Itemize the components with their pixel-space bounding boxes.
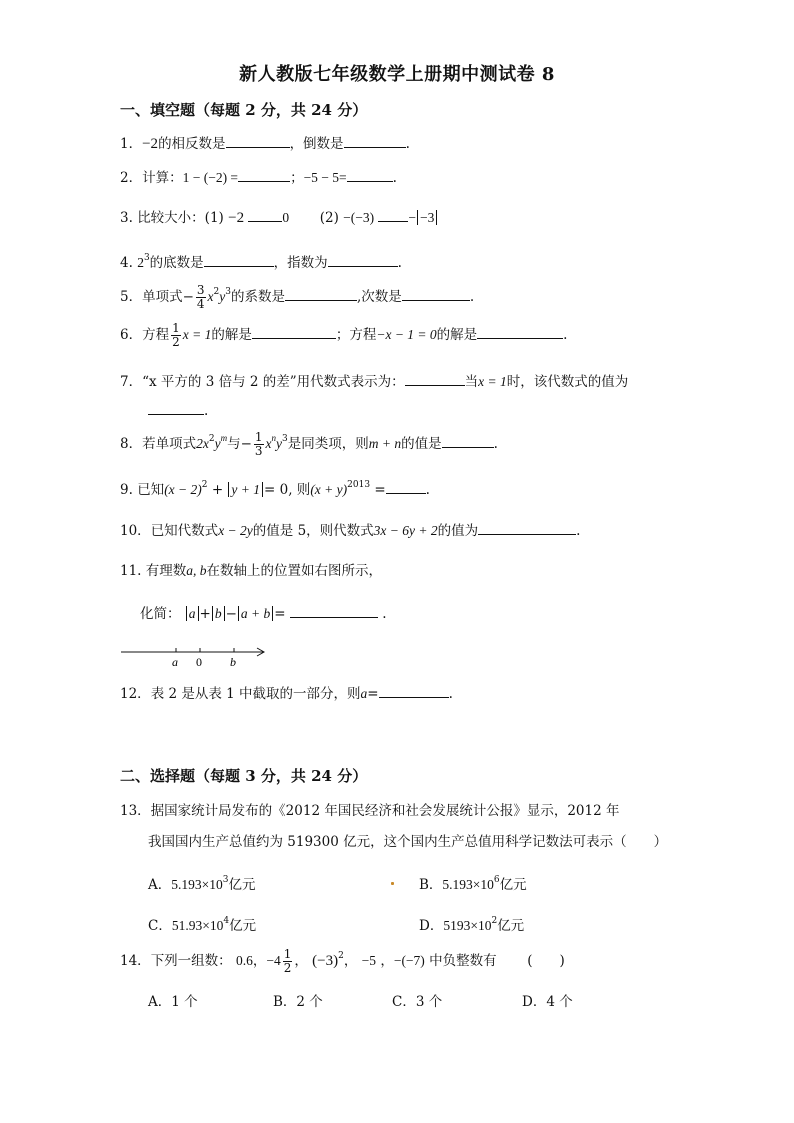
question-11: 11. 有理数a, b在数轴上的位置如右图所示， [120,563,383,579]
answer-blank[interactable] [148,400,204,415]
label-a: a [172,655,178,669]
option-13-a[interactable]: A．$5.193\times 10^3$亿元 [148,875,256,893]
section-multiple-choice: 二、选择题（每题 3 分，共 24 分） [120,767,368,785]
answer-blank[interactable] [402,286,470,301]
answer-blank[interactable] [290,603,378,618]
question-13: 13．据国家统计局发布的《2012 年国民经济和社会发展统计公报》显示，2012 年 [120,803,620,819]
answer-blank[interactable] [405,371,465,386]
answer-blank[interactable] [226,133,290,148]
answer-blank[interactable] [442,433,494,448]
question-5: 5．单项式− $\frac{3}{4}$ $x^2y^3$的系数是 ,次数是 . [120,283,475,311]
answer-blank[interactable] [378,207,408,222]
fraction: $\frac{1}{2}$ [172,321,180,349]
question-4: 4. $2^3$的底数是 ，指数为 . [120,253,402,271]
option-13-c[interactable]: C．$51.93\times 10^4$亿元 [148,916,257,934]
question-9: 9. 已知$(x - 2)^2 + y + 1 = 0$, 则$(x + y)^{2013}$ = . [120,480,430,498]
question-2: 2．计算：1 − (−2) = ；−5 − 5= . [120,167,397,186]
stray-mark [391,882,394,885]
fraction: $\frac{1}{2}$ [283,947,292,975]
question-13-cont: 我国国内生产总值约为 519300 亿元，这个国内生产总值用科学记数法可表示（ ） [148,834,668,850]
option-14-a[interactable]: A．1 个 [148,994,198,1010]
question-7-cont: . [148,400,208,419]
answer-blank[interactable] [238,167,290,182]
answer-blank[interactable] [347,167,393,182]
question-11-simplify: 化简： a + b − a + b = . [140,603,387,622]
answer-blank[interactable] [344,133,406,148]
question-7: 7．“x 平方的 3 倍与 2 的差”用代数式表示为： 当x = 1时，该代数式的值为 [120,371,628,390]
label-zero: 0 [196,655,202,669]
fraction: $\frac{1}{3}$ [254,430,263,458]
section-fill-blank: 一、填空题（每题 2 分，共 24 分） [120,101,368,119]
question-8: 8．若单项式$2x^2y^m$与− $\frac{1}{3}$ $x^ny^3$是同类项，则m + n的值是 . [120,430,498,458]
number-line [118,642,270,672]
answer-blank[interactable] [379,683,449,698]
option-14-d[interactable]: D．4 个 [522,994,573,1010]
option-13-b[interactable]: B．$5.193\times 10^6$亿元 [419,875,527,893]
answer-blank[interactable] [204,252,274,267]
answer-blank[interactable] [478,520,576,535]
question-3: 3. 比较大小：(1) −2 0 (2) −(−3) − −3 [120,207,438,227]
question-14: 14．下列一组数： 0.6，−4 $\frac{1}{2}$ ， $(-3)^2$， −5 ，−(−7) 中负整数有 ( ) [120,947,565,975]
option-14-b[interactable]: B．2 个 [273,994,323,1010]
question-1: 1．−2的相反数是 ，倒数是 . [120,133,410,153]
question-12: 12．表 2 是从表 1 中截取的一部分，则a= . [120,683,453,702]
answer-blank[interactable] [328,252,398,267]
question-10: 10．已知代数式x − 2y的值是 5，则代数式3x − 6y + 2的值为 . [120,520,580,539]
page-title: 新人教版七年级数学上册期中测试卷 8 [239,64,555,85]
answer-blank[interactable] [477,324,563,339]
question-6: 6．方程 $\frac{1}{2}$ x = 1的解是 ；方程−x − 1 = 0的解是 . [120,321,568,349]
option-14-c[interactable]: C．3 个 [392,994,443,1010]
answer-blank[interactable] [248,207,282,222]
answer-blank[interactable] [285,286,357,301]
label-b: b [230,655,236,669]
answer-blank[interactable] [386,479,426,494]
fraction: $\frac{3}{4}$ [196,283,205,311]
answer-blank[interactable] [252,324,336,339]
option-13-d[interactable]: D．$5193\times 10^2$亿元 [419,916,525,934]
